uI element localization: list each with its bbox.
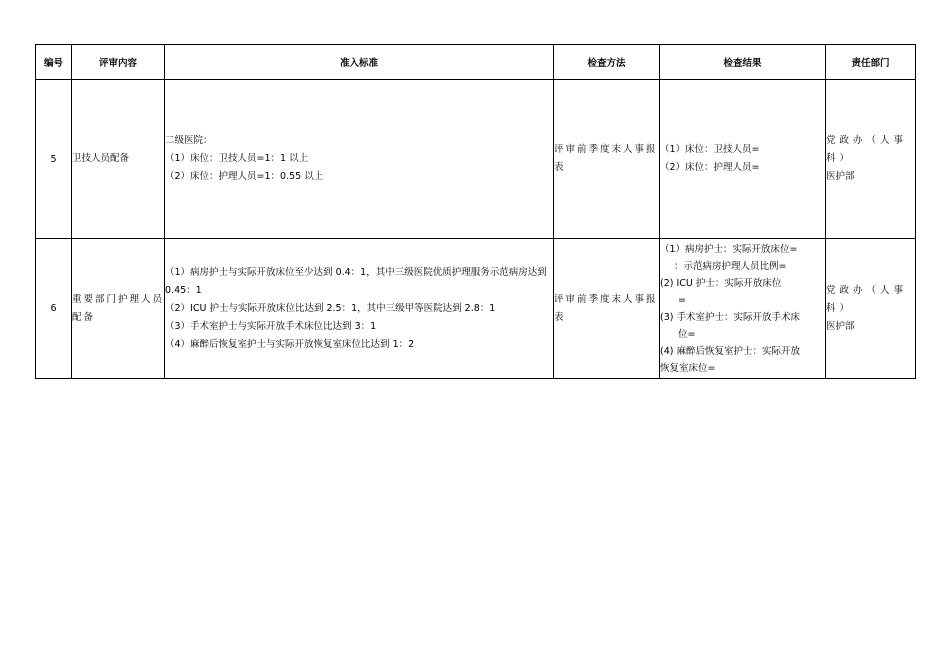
result-line: 位= (678, 328, 696, 340)
result-line: (2) ICU 护士：实际开放床位 (660, 277, 782, 289)
header-content: 评审内容 (72, 45, 165, 80)
check-method (554, 239, 660, 379)
result-line: (3) 手术室护士：实际开放手术床 (660, 311, 800, 323)
dept-line: 医护部 (826, 320, 855, 332)
responsible-dept (826, 80, 916, 239)
review-content-text: 卫技人员配备 (72, 153, 130, 164)
result-line: （1）病房护士：实际开放床位= (660, 243, 798, 255)
result-line: (4) 麻醉后恢复室护士：实际开放 (660, 345, 800, 357)
check-method-text: 评审前季度末人事报表 (554, 144, 658, 173)
check-method-text: 评审前季度末人事报表 (554, 293, 658, 323)
dept-line: 党政办（人事科） (826, 135, 908, 164)
header-result: 检查结果 (660, 45, 826, 80)
standard-line: （1）病房护士与实际开放床位至少达到 0.4：1，其中三级医院优质护理服务示范病房达到 0.45：1 (165, 266, 547, 296)
standard-line: （4）麻醉后恢复室护士与实际开放恢复室床位比达到 1：2 (165, 338, 415, 350)
header-dept: 责任部门 (826, 45, 916, 80)
result-line: （1）床位：卫技人员= (660, 144, 760, 155)
responsible-dept (826, 239, 916, 379)
standard-line: （2）床位：护理人员=1：0.55 以上 (165, 171, 324, 182)
check-result (660, 239, 826, 379)
audit-table (35, 44, 916, 379)
table-row (36, 239, 916, 379)
result-line: ：示范病房护理人员比例= (674, 260, 787, 272)
admission-standard (165, 239, 554, 379)
review-content (72, 80, 165, 239)
result-line: 恢复室床位= (660, 362, 716, 374)
standard-line: （1）床位：卫技人员=1：1 以上 (165, 153, 309, 164)
table-row (36, 80, 916, 239)
admission-standard (165, 80, 554, 239)
check-method (554, 80, 660, 239)
dept-line: 医护部 (826, 171, 855, 182)
standard-line: （3）手术室护士与实际开放手术床位比达到 3：1 (165, 320, 377, 332)
dept-line: 党政办（人事科） (826, 284, 908, 314)
review-content (72, 239, 165, 379)
standard-line: （2）ICU 护士与实际开放床位比达到 2.5：1，其中三级甲等医院达到 2.8：1 (165, 302, 496, 314)
row-number: 5 (36, 80, 72, 239)
check-result (660, 80, 826, 239)
row-number: 6 (36, 239, 72, 379)
standard-line: 二级医院： (165, 135, 213, 146)
review-content-text: 重要部门护理人员配备 (72, 293, 165, 323)
result-line: = (678, 294, 686, 306)
header-row (36, 45, 916, 80)
header-method: 检查方法 (554, 45, 660, 80)
header-standard: 准入标准 (165, 45, 554, 80)
header-no: 编号 (36, 45, 72, 80)
result-line: （2）床位：护理人员= (660, 162, 760, 173)
